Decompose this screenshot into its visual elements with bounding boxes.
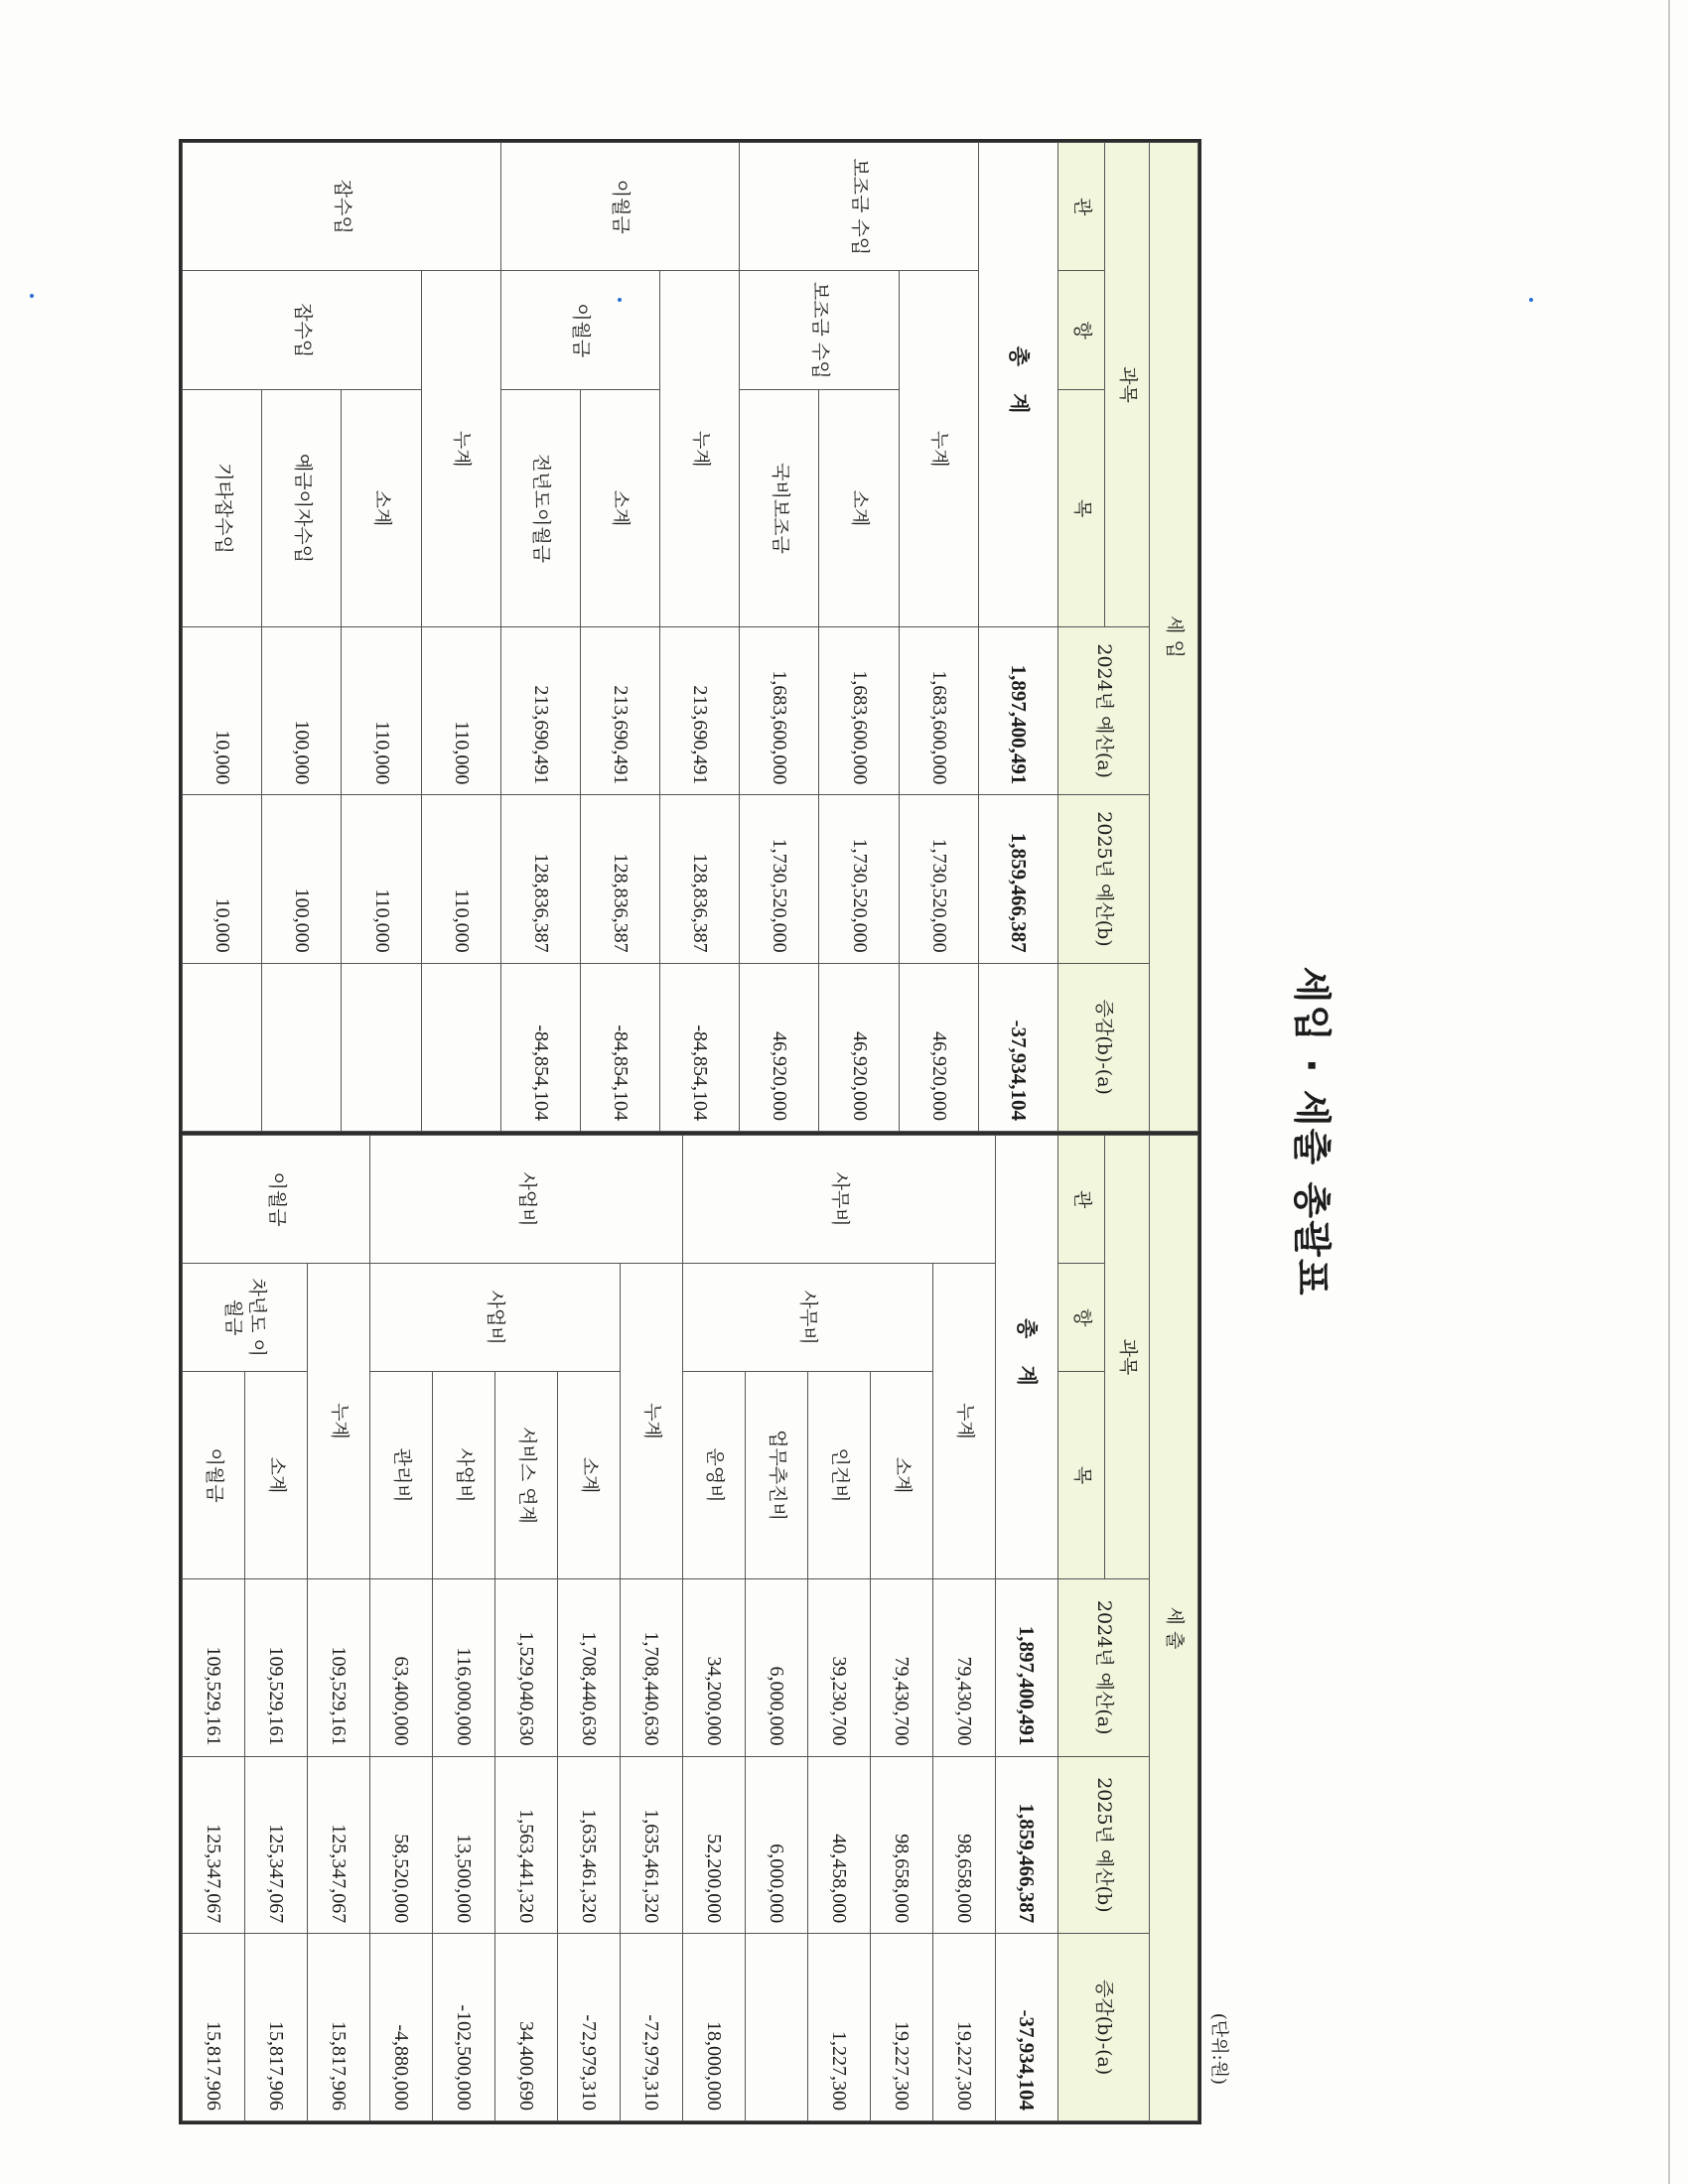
table-row	[996, 1136, 1058, 2121]
amount-2024: 1,897,400,491	[978, 627, 1057, 795]
table-row	[580, 143, 659, 1132]
mok-cell: 사업비	[433, 1372, 495, 1579]
amount-2024: 79,430,700	[933, 1578, 996, 1756]
amount-diff: -37,934,104	[996, 1934, 1058, 2121]
gwan-cell: 이월금	[183, 1136, 370, 1264]
mok-cell: 예금이자수입	[262, 389, 342, 626]
amount-2025: 1,730,520,000	[740, 795, 819, 963]
total-label: 총 계	[996, 1136, 1058, 1579]
subtotal-label: 소계	[342, 389, 421, 626]
budget-2025-header: 2025년 예산(b)	[1058, 795, 1150, 963]
amount-2025: 1,730,520,000	[819, 795, 899, 963]
gwan-cell: 잡수입	[183, 143, 501, 271]
amount-diff: -4,880,000	[370, 1934, 433, 2121]
amount-2024: 39,230,700	[808, 1578, 871, 1756]
amount-2025: 125,347,067	[245, 1756, 308, 1934]
amount-2025: 52,200,000	[683, 1756, 746, 1934]
gwan-cell: 보조금 수입	[740, 143, 979, 271]
table-row	[558, 1136, 621, 2121]
amount-diff: -72,979,310	[558, 1934, 621, 2121]
hang-cell: 이월금	[500, 271, 659, 390]
table-row	[871, 1136, 933, 2121]
amount-2024: 213,690,491	[660, 627, 740, 795]
subtotal-label: 소계	[871, 1372, 933, 1579]
amount-diff: 46,920,000	[819, 963, 899, 1131]
amount-2025: 110,000	[421, 795, 500, 963]
amount-2024: 213,690,491	[500, 627, 580, 795]
table-row	[342, 143, 421, 1132]
sum-label: 누계	[899, 271, 978, 627]
hang-header: 항	[1058, 271, 1105, 390]
amount-diff	[342, 963, 421, 1131]
rotated-document	[159, 139, 1350, 2124]
amount-diff: 46,920,000	[740, 963, 819, 1131]
expenditure-table	[182, 1135, 1198, 2121]
unit-note: (단위:원)	[1208, 2012, 1229, 2085]
table-row	[308, 1136, 370, 2121]
budget-2024-header: 2024년 예산(a)	[1058, 627, 1150, 795]
page-title: 세입 · 세출 총괄표	[1290, 966, 1334, 1297]
mok-cell: 관리비	[370, 1372, 433, 1579]
amount-diff: -84,854,104	[580, 963, 659, 1131]
summary-tables	[179, 139, 1201, 2124]
gwan-cell: 사무비	[683, 1136, 996, 1264]
amount-diff	[421, 963, 500, 1131]
amount-diff: 15,817,906	[183, 1934, 245, 2121]
amount-2025: 128,836,387	[580, 795, 659, 963]
amount-2025: 110,000	[342, 795, 421, 963]
page-edge	[1668, 0, 1670, 2184]
table-row	[660, 143, 740, 1132]
amount-2025: 58,520,000	[370, 1756, 433, 1934]
hang-cell: 잡수입	[183, 271, 422, 390]
revenue-table	[182, 142, 1198, 1132]
amount-diff: 46,920,000	[899, 963, 978, 1131]
budget-2025-header: 2025년 예산(b)	[1058, 1756, 1150, 1934]
revenue-band: 세 입	[1150, 143, 1198, 1132]
hang-header: 항	[1058, 1264, 1105, 1372]
amount-2025: 100,000	[262, 795, 342, 963]
amount-diff: 34,400,690	[495, 1934, 558, 2121]
amount-2024: 116,000,000	[433, 1578, 495, 1756]
amount-2024: 110,000	[421, 627, 500, 795]
amount-diff: -72,979,310	[621, 1934, 683, 2121]
amount-diff: -84,854,104	[500, 963, 580, 1131]
hang-cell: 차년도 이월금	[183, 1264, 308, 1372]
subject-header: 과목	[1105, 143, 1150, 627]
subtotal-label: 소계	[580, 389, 659, 626]
subtotal-label: 소계	[558, 1372, 621, 1579]
gwan-header: 관	[1058, 143, 1105, 271]
amount-2024: 1,683,600,000	[819, 627, 899, 795]
gwan-cell: 사업비	[370, 1136, 683, 1264]
amount-2024: 1,897,400,491	[996, 1578, 1058, 1756]
amount-diff: -84,854,104	[660, 963, 740, 1131]
amount-2025: 128,836,387	[500, 795, 580, 963]
amount-2025: 125,347,067	[183, 1756, 245, 1934]
amount-diff: -37,934,104	[978, 963, 1057, 1131]
amount-2024: 1,683,600,000	[899, 627, 978, 795]
gwan-header: 관	[1058, 1136, 1105, 1264]
table-row	[421, 143, 500, 1132]
sum-label: 누계	[421, 271, 500, 627]
amount-2024: 110,000	[342, 627, 421, 795]
amount-diff: -102,500,000	[433, 1934, 495, 2121]
subtotal-label: 소계	[819, 389, 899, 626]
table-row	[245, 1136, 308, 2121]
amount-2025: 98,658,000	[933, 1756, 996, 1934]
amount-2025: 1,563,441,320	[495, 1756, 558, 1934]
amount-diff	[183, 963, 262, 1131]
table-row	[978, 143, 1057, 1132]
hang-cell: 보조금 수입	[740, 271, 899, 390]
amount-2025: 1,635,461,320	[558, 1756, 621, 1934]
mok-cell: 기타잡수입	[183, 389, 262, 626]
subtotal-label: 소계	[245, 1372, 308, 1579]
amount-2024: 63,400,000	[370, 1578, 433, 1756]
amount-2025: 1,730,520,000	[899, 795, 978, 963]
table-row	[621, 1136, 683, 2121]
table-row	[933, 1136, 996, 2121]
amount-2024: 109,529,161	[308, 1578, 370, 1756]
amount-2024: 100,000	[262, 627, 342, 795]
total-label: 총 계	[978, 143, 1057, 627]
amount-2024: 34,200,000	[683, 1578, 746, 1756]
mok-cell: 국비보조금	[740, 389, 819, 626]
amount-2025: 1,859,466,387	[978, 795, 1057, 963]
amount-diff: 15,817,906	[245, 1934, 308, 2121]
sum-label: 누계	[660, 271, 740, 627]
amount-2025: 1,859,466,387	[996, 1756, 1058, 1934]
amount-2025: 128,836,387	[660, 795, 740, 963]
hang-cell: 사무비	[683, 1264, 933, 1372]
mok-header: 목	[1058, 1372, 1105, 1579]
amount-diff: 19,227,300	[871, 1934, 933, 2121]
amount-2024: 109,529,161	[245, 1578, 308, 1756]
mok-cell: 서비스 연계	[495, 1372, 558, 1579]
subject-header: 과목	[1105, 1136, 1150, 1579]
table-row	[819, 143, 899, 1132]
amount-2025: 125,347,067	[308, 1756, 370, 1934]
mok-cell: 운영비	[683, 1372, 746, 1579]
budget-2024-header: 2024년 예산(a)	[1058, 1578, 1150, 1756]
diff-header: 증감(b)-(a)	[1058, 1934, 1150, 2121]
mok-header: 목	[1058, 389, 1105, 626]
amount-diff	[746, 1934, 808, 2121]
amount-2024: 10,000	[183, 627, 262, 795]
amount-2024: 1,529,040,630	[495, 1578, 558, 1756]
amount-diff: 19,227,300	[933, 1934, 996, 2121]
sum-label: 누계	[933, 1264, 996, 1579]
amount-2024: 109,529,161	[183, 1578, 245, 1756]
amount-2024: 213,690,491	[580, 627, 659, 795]
mok-cell: 업무추진비	[746, 1372, 808, 1579]
revenue-section	[182, 142, 1198, 1132]
mok-cell: 전년도이월금	[500, 389, 580, 626]
sum-label: 누계	[621, 1264, 683, 1579]
amount-2024: 79,430,700	[871, 1578, 933, 1756]
amount-2025: 40,458,000	[808, 1756, 871, 1934]
gwan-cell: 이월금	[500, 143, 740, 271]
amount-2024: 6,000,000	[746, 1578, 808, 1756]
amount-2025: 6,000,000	[746, 1756, 808, 1934]
scan-artifact-dot	[30, 294, 34, 298]
amount-diff: 18,000,000	[683, 1934, 746, 2121]
expenditure-section	[182, 1132, 1198, 2121]
amount-2025: 1,635,461,320	[621, 1756, 683, 1934]
amount-diff	[262, 963, 342, 1131]
scan-artifact-dot	[1529, 298, 1533, 302]
amount-2024: 1,683,600,000	[740, 627, 819, 795]
mok-cell: 인건비	[808, 1372, 871, 1579]
hang-cell: 사업비	[370, 1264, 621, 1372]
amount-2025: 10,000	[183, 795, 262, 963]
amount-2024: 1,708,440,630	[558, 1578, 621, 1756]
sum-label: 누계	[308, 1264, 370, 1579]
table-row	[899, 143, 978, 1132]
mok-cell: 이월금	[183, 1372, 245, 1579]
amount-diff: 15,817,906	[308, 1934, 370, 2121]
amount-diff: 1,227,300	[808, 1934, 871, 2121]
amount-2025: 13,500,000	[433, 1756, 495, 1934]
diff-header: 증감(b)-(a)	[1058, 963, 1150, 1131]
amount-2024: 1,708,440,630	[621, 1578, 683, 1756]
amount-2025: 98,658,000	[871, 1756, 933, 1934]
expenditure-band: 세 출	[1150, 1136, 1198, 2121]
